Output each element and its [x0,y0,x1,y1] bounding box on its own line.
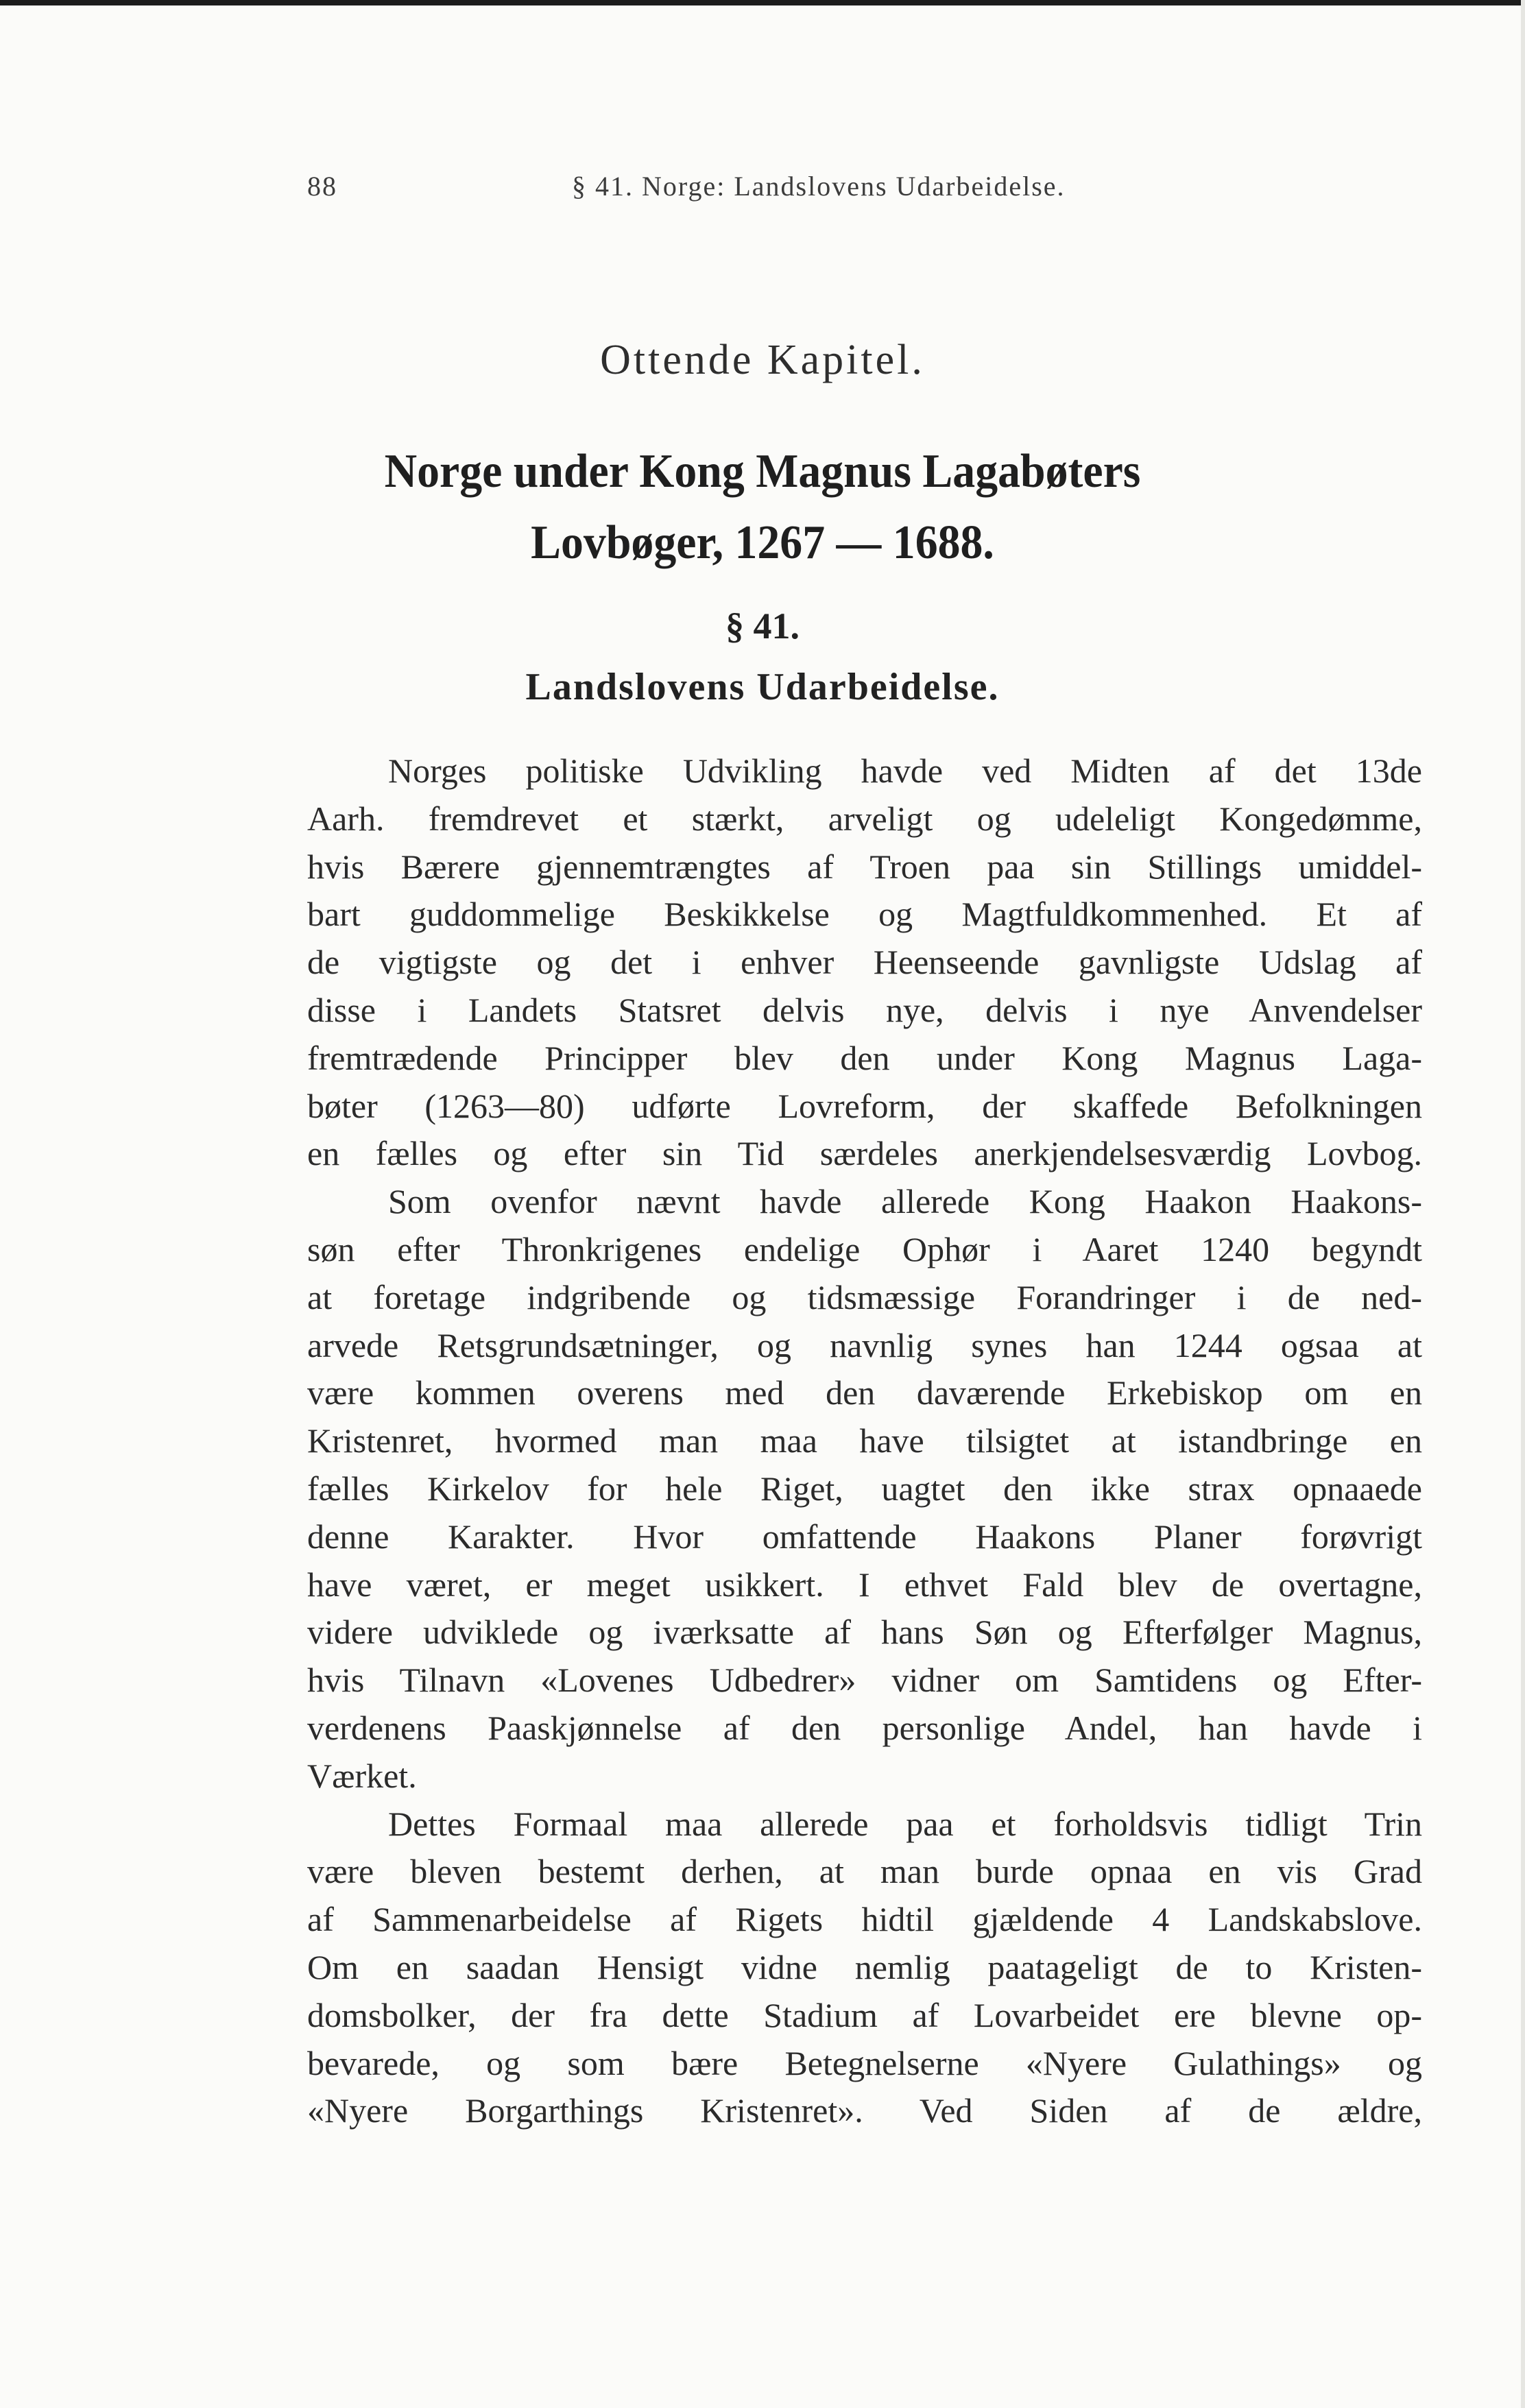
running-head-section-ref: § 41. Norge: Landslovens Udarbeidelse. [572,171,1066,202]
paragraph-2 [307,1178,1422,1800]
running-head [307,170,1199,211]
text-line: Norges politiske Udvikling havde ved Midten af det 13de [388,751,1422,790]
text-line: bart guddommelige Beskikkelse og Magtfuldkommenhed. Et af [307,895,1422,934]
text-line: Som ovenfor nævnt havde allerede Kong Haakon Haakons- [388,1182,1422,1221]
text-line: verdenens Paaskjønnelse af den personlige Andel, han havde i [307,1708,1422,1747]
text-line: være bleven bestemt derhen, at man burde opnaa en vis Grad [307,1852,1422,1891]
page-number: 88 [307,171,337,202]
text-line: domsbolker, der fra dette Stadium af Lovarbeidet ere blevne op- [307,1995,1422,2034]
text-line: hvis Bærere gjennemtrængtes af Troen paa sin Stillings umiddel- [307,847,1422,886]
text-line: bevarede, og som bære Betegnelserne «Nyere Gulathings» og [307,2043,1422,2082]
text-line: Om en saadan Hensigt vidne nemlig paatageligt de to Kristen- [307,1947,1422,1986]
text-line: Værket. [307,1756,417,1795]
text-line: Kristenret, hvormed man maa have tilsigtet at istandbringe en [307,1421,1422,1460]
chapter-title-line-2: Lovbøger, 1267 — 1688. [531,516,994,569]
text-line: en fælles og efter sin Tid særdeles anerkjendelsesværdig Lovbog. [307,1134,1422,1173]
text-line: Dettes Formaal maa allerede paa et forholdsvis tidligt Trin [388,1804,1422,1843]
text-line: denne Karakter. Hvor omfattende Haakons Planer forøvrigt [307,1517,1422,1556]
text-line: «Nyere Borgarthings Kristenret». Ved Siden af de ældre, [307,2091,1422,2130]
section-number: § 41. [725,605,800,647]
body-text [307,747,1422,2135]
text-line: fremtrædende Principper blev den under Kong Magnus Laga- [307,1038,1422,1077]
text-line: fælles Kirkelov for hele Riget, uagtet den ikke strax opnaaede [307,1469,1422,1508]
chapter-heading: Ottende Kapitel. [600,337,925,383]
text-line: arvede Retsgrundsætninger, og navnlig synes han 1244 ogsaa at [307,1325,1422,1364]
text-line: Aarh. fremdrevet et stærkt, arveligt og udeleligt Kongedømme, [307,799,1422,838]
text-line: hvis Tilnavn «Lovenes Udbedrer» vidner om Samtidens og Efter- [307,1661,1422,1700]
section-title: Landslovens Udarbeidelse. [525,666,1000,708]
text-line: af Sammenarbeidelse af Rigets hidtil gjældende 4 Landskabslove. [307,1900,1422,1939]
text-line: bøter (1263—80) udførte Lovreform, der skaffede Befolkningen [307,1086,1422,1125]
text-line: de vigtigste og det i enhver Heenseende gavnligste Udslag af [307,943,1422,982]
page-top-edge [0,0,1525,5]
text-line: søn efter Thronkrigenes endelige Ophør i Aaret 1240 begyndt [307,1229,1422,1268]
text-line: have været, er meget usikkert. I ethvet Fald blev de overtagne, [307,1565,1422,1604]
text-line: være kommen overens med den daværende Erkebiskop om en [307,1373,1422,1412]
chapter-title [46,436,1480,579]
paragraph-3 [307,1801,1422,2136]
chapter-title-line-1: Norge under Kong Magnus Lagabøters [384,445,1141,498]
text-line: at foretage indgribende og tidsmæssige Forandringer i de ned- [307,1277,1422,1316]
paragraph-1 [307,747,1422,1178]
text-line: videre udviklede og iværksatte af hans Søn og Efterfølger Magnus, [307,1613,1422,1652]
text-line: disse i Landets Statsret delvis nye, delvis i nye Anvendelser [307,990,1422,1029]
